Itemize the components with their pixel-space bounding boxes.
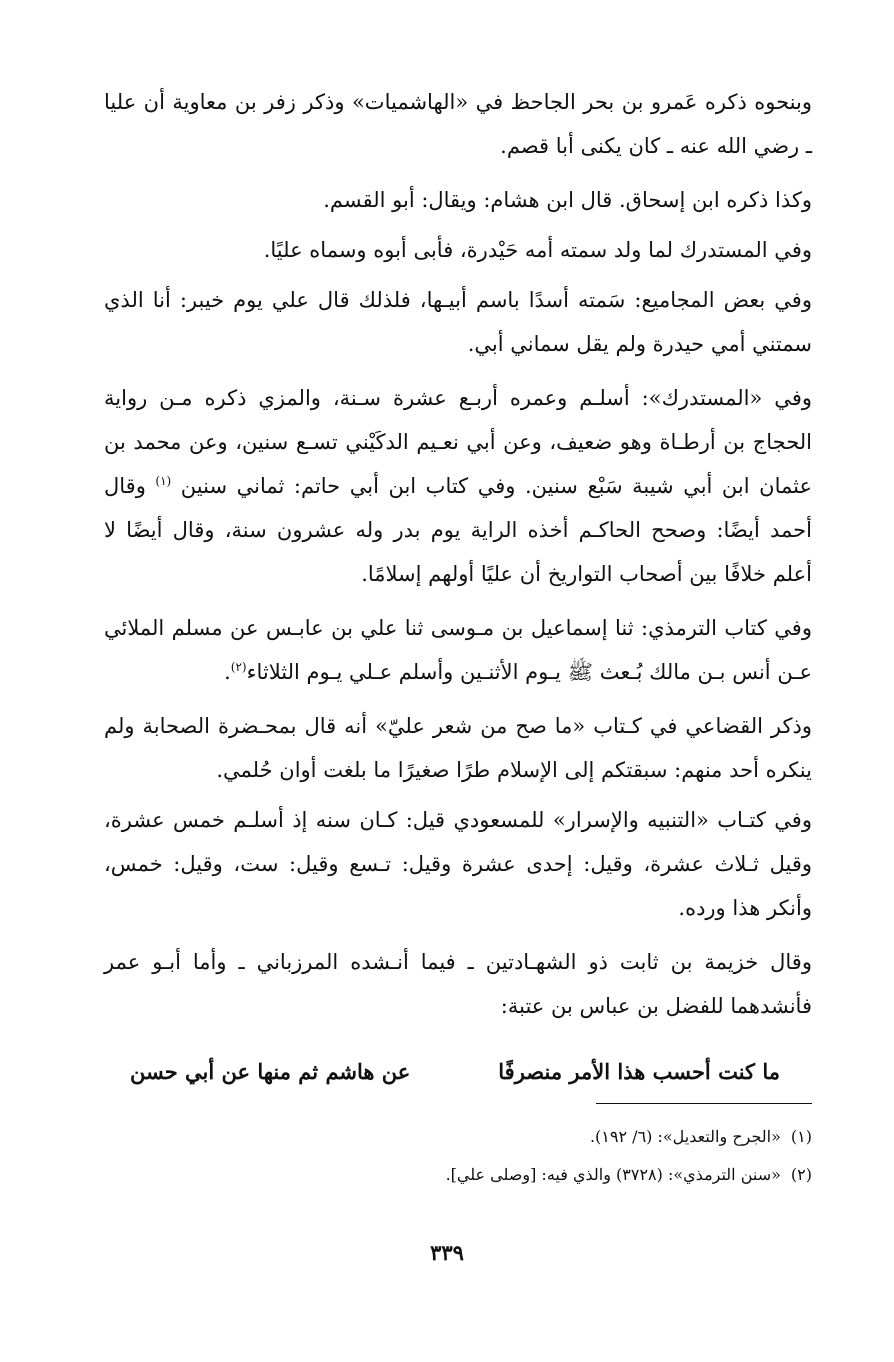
verse-hemistich-2: عن هاشم ثم منها عن أبي حسن [130,1059,411,1084]
footnotes [104,1118,812,1194]
footnote-2 [104,1156,812,1194]
poetry-verse [130,1050,780,1094]
verse-hemistich-1: ما كنت أحسب هذا الأمر منصرفًا [498,1059,780,1084]
footnote-1-number: (١) [790,1127,812,1146]
paragraph-6 [104,606,812,694]
page-number: ٣٣٩ [430,1240,464,1265]
paragraph-5 [104,376,812,596]
footnote-divider [596,1103,812,1104]
main-text [104,80,812,1038]
paragraph-6-end: . [224,660,231,684]
paragraph-2: وكذا ذكره ابن إسحاق. قال ابن هشام: ويقال: أبو القسم. [323,188,812,212]
footnote-1 [104,1118,812,1156]
paragraph-8: وفي كتـاب «التنبيه والإسرار» للمسعودي قيل: كـان سنه إذ أسلـم خمس عشرة، وقيل ثـلاث عشرة، وقيل: إحدى عشرة وقيل: تـسع وقيل: ست، وقيل: خمس، وأنكر هذا ورده. [104,808,812,920]
paragraph-9: وقال خزيمة بن ثابت ذو الشهـادتين ـ فيما أنـشده المرزباني ـ وأما أبـو عمر فأنشدهما للفضل بن عباس بن عتبة: [104,950,812,1018]
footnote-2-number: (٢) [790,1165,812,1184]
paragraph-4: وفي بعض المجاميع: سَمته أسدًا باسم أبيـها، فلذلك قال علي يوم خيبر: أنا الذي سمتني أمي حيدرة ولم يقل سماني أبي. [104,288,812,356]
footnote-1-text: «الجرح والتعديل»: (٦/ ١٩٢). [589,1127,781,1146]
paragraph-5-tail: وقال أحمد أيضًا: وصحح الحاكـم أخذه الراية يوم بدر وله عشرون سنة، وقال أيضًا لا أعلم خلافًا بين أصحاب التواريخ أن عليًا أولهم إسلامًا. [104,474,812,586]
paragraph-3: وفي المستدرك لما ولد سمته أمه حَيْدرة، فأبى أبوه وسماه عليًا. [263,238,812,262]
footnote-marker-2: (٢) [230,660,247,674]
footnote-marker-1: (١) [155,474,172,488]
paragraph-1: وبنحوه ذكره عَمرو بن بحر الجاحظ في «الهاشميات» وذكر زفر بن معاوية أن عليا ـ رضي الله عنه ـ كان يكنى أبا قصم. [104,90,812,158]
footnote-2-text: «سنن الترمذي»: (٣٧٢٨) والذي فيه: [وصلى علي]. [445,1165,781,1184]
paragraph-5-text: وفي «المستدرك»: أسلـم وعمره أربـع عشرة سـنة، والمزي ذكره مـن رواية الحجاج بن أرطـاة وهو ضعيف، وعن أبي نعـيم الدكَيْني تسـع سنين، وعن محمد بن عثمان ابن أبي شيبة سَبْع سنين. وفي كتاب ابن أبي حاتم: ثماني سنين [104,386,812,498]
paragraph-6-text: وفي كتاب الترمذي: ثنا إسماعيل بن مـوسى ثنا علي بن عابـس عن مسلم الملائي عـن أنس بـن مالك بُـعث ﷺ يـوم الأثنـين وأسلم عـلي يـوم الثلاثاء [104,616,812,684]
paragraph-7: وذكر القضاعي في كـتاب «ما صح من شعر عليّ» أنه قال بمحـضرة الصحابة ولم ينكره أحد منهم: سبقتكم إلى الإسلام طرًا صغيرًا ما بلغت أوان حُلمي. [104,714,812,782]
